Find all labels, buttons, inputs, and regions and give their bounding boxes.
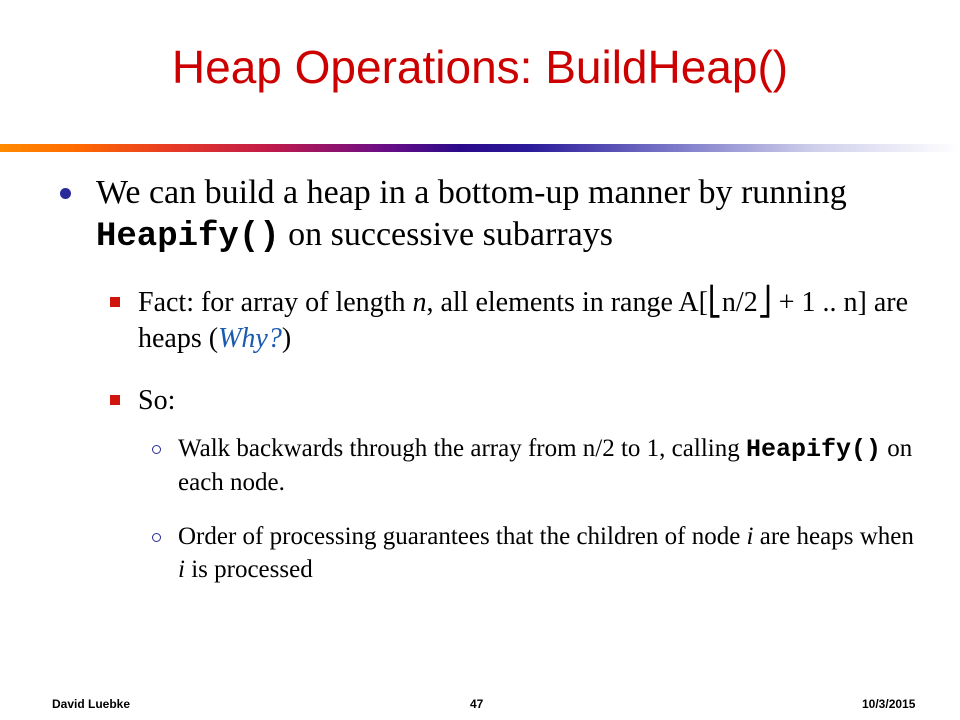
bullet-text: Order of processing guarantees that the children of node [178, 523, 747, 550]
why-question: Why? [218, 323, 282, 354]
bullet-level2-fact [138, 285, 918, 357]
variable-n: n [412, 287, 427, 318]
code-heapify: Heapify() [745, 435, 881, 464]
bullet-level2-so: So: [138, 385, 176, 416]
bullet-dot-icon [60, 188, 71, 199]
floor-right: ⎦ [757, 287, 772, 318]
bullet-ring-icon [152, 533, 161, 542]
bullet-square-icon [110, 395, 120, 405]
bullet-text: on each node. [178, 435, 913, 496]
bullet-text: Fact: for array of length [138, 287, 413, 318]
bullet-text: are heaps when [753, 523, 914, 550]
bullet-text: is processed [184, 556, 313, 583]
bullet-level3-walk [178, 432, 918, 499]
bullet-square-icon [110, 297, 120, 307]
title-gradient-rule [0, 144, 960, 152]
bullet-text: ) [281, 323, 292, 354]
code-heapify: Heapify() [96, 218, 280, 256]
bullet-text: on successive subarrays [279, 216, 613, 253]
bullet-text: + 1 .. n] are heaps ( [138, 287, 908, 354]
bullet-text: Walk backwards through the array from n/2 to 1, calling [178, 435, 746, 462]
slide-title: Heap Operations: BuildHeap() [171, 41, 789, 93]
variable-i: i [746, 523, 754, 550]
variable-i: i [178, 556, 185, 583]
bullet-ring-icon [152, 445, 161, 454]
bullet-level3-order [178, 520, 918, 586]
bullet-text: We can build a heap in a bottom-up manner by running [96, 174, 847, 211]
footer-author: David Luebke [52, 697, 131, 711]
footer-date: 10/3/2015 [862, 697, 916, 711]
floor-left: ⎣ [707, 287, 722, 318]
footer-page-number: 47 [470, 697, 484, 711]
bullet-text: , all elements in range A[ [426, 287, 708, 318]
bullet-level1 [96, 172, 916, 258]
bullet-text: n/2 [721, 287, 758, 318]
